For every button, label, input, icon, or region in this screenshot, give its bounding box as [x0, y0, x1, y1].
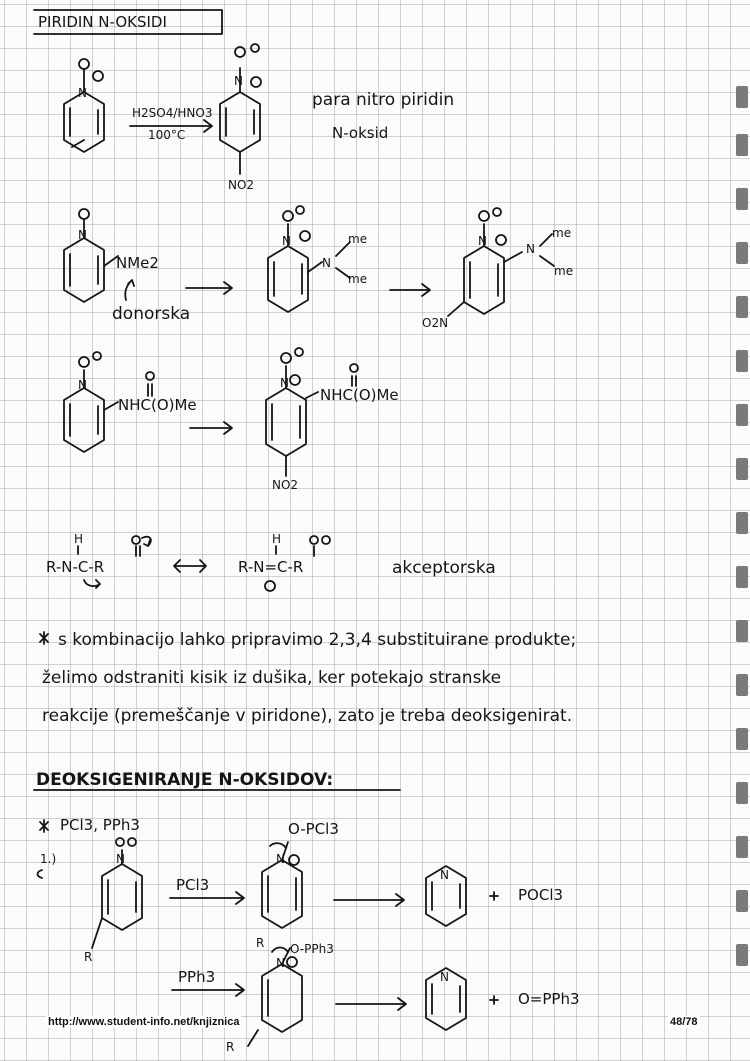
nitro-acetamido-pyridine-n-oxide — [266, 348, 358, 476]
para-nitro-pyridine-n-oxide — [220, 44, 261, 174]
nitro-substituent: O2N — [422, 316, 449, 330]
reagent-pph3: PPh3 — [178, 968, 216, 986]
page-title: PIRIDIN N-OKSIDI — [38, 13, 167, 31]
n-atom: N — [116, 852, 125, 866]
product-name-line1: para nitro piridin — [312, 90, 455, 110]
reaction-arrow-3 — [390, 284, 430, 296]
n-atom: N — [282, 234, 291, 248]
r-group: R — [226, 1040, 235, 1054]
pyridine-n-oxide-1 — [64, 59, 104, 152]
acetamido-group: NHC(O)Me — [320, 386, 399, 404]
n-atom: N — [234, 74, 243, 88]
methyl-label: me — [554, 264, 574, 278]
star-bullet — [40, 820, 48, 832]
reaction-arrow-5 — [334, 894, 404, 906]
dimethylamino-group: NMe2 — [116, 254, 159, 272]
footer-url: http://www.student-info.net/knjiznica — [48, 1016, 240, 1028]
h-atom: H — [74, 532, 84, 546]
byproduct-pocl3: POCl3 — [518, 886, 564, 904]
amine-n: N — [322, 256, 331, 270]
star-bullet — [40, 632, 48, 644]
reaction-arrow-4 — [190, 422, 232, 434]
reagents-line: PCl3, PPh3 — [60, 816, 140, 834]
pcl3-intermediate: O-PCl3 — [288, 820, 339, 838]
byproduct-oppph3: O=PPh3 — [518, 990, 580, 1008]
nitro-substituent: NO2 — [272, 478, 299, 492]
dimethylamino-pyridine-n-oxide-2 — [268, 206, 350, 312]
r-group: R — [256, 936, 265, 950]
plus-1 — [490, 892, 498, 900]
n-atom: N — [78, 228, 87, 242]
r-group: R — [84, 950, 93, 964]
n-atom: N — [276, 956, 285, 970]
methyl-label: me — [348, 232, 368, 246]
n-atom: N — [440, 868, 449, 882]
section-heading: DEOKSIGENIRANJE N-OKSIDOV: — [36, 770, 334, 790]
resonance-right: R-N=C-R — [238, 558, 304, 576]
n-atom: N — [78, 378, 87, 392]
note-line-2: želimo odstraniti kisik iz dušika, ker potekajo stranske — [42, 668, 502, 688]
n-atom: N — [478, 234, 487, 248]
acceptor-label: akceptorska — [392, 558, 496, 578]
methyl-label: me — [552, 226, 572, 240]
donor-label: donorska — [112, 304, 191, 324]
n-atom: N — [276, 852, 285, 866]
resonance-left: R-N-C-R — [46, 558, 105, 576]
plus-2 — [490, 996, 498, 1004]
pph3-intermediate: O-PPh3 — [290, 942, 334, 956]
n-atom: N — [440, 970, 449, 984]
methyl-label: me — [348, 272, 368, 286]
acetamido-group: NHC(O)Me — [118, 396, 197, 414]
reagent-pcl3: PCl3 — [176, 876, 210, 894]
step-label: 1.) — [40, 852, 57, 866]
step-bracket — [38, 870, 43, 878]
reagent-top: H2SO4/HNO3 — [132, 106, 213, 120]
reagent-bottom: 100°C — [148, 128, 186, 142]
donor-curved-arrow — [125, 280, 134, 300]
pph3-adduct — [248, 948, 302, 1047]
h-atom: H — [272, 532, 282, 546]
n-atom: N — [280, 376, 289, 390]
page-number: 48/78 — [670, 1016, 698, 1028]
nitro-dimethylamino-pyridine-n-oxide — [448, 208, 554, 316]
note-line-1: s kombinacijo lahko pripravimo 2,3,4 substituirane produkte; — [58, 630, 577, 650]
reaction-arrow-2 — [186, 282, 232, 294]
n-atom: N — [78, 86, 87, 100]
reaction-arrow-6 — [336, 998, 406, 1010]
amine-n: N — [526, 242, 535, 256]
nitro-substituent: NO2 — [228, 178, 255, 192]
note-line-3: reakcije (premeščanje v piridone), zato je treba deoksigenirat. — [42, 706, 573, 726]
product-name-line2: N-oksid — [332, 124, 389, 142]
